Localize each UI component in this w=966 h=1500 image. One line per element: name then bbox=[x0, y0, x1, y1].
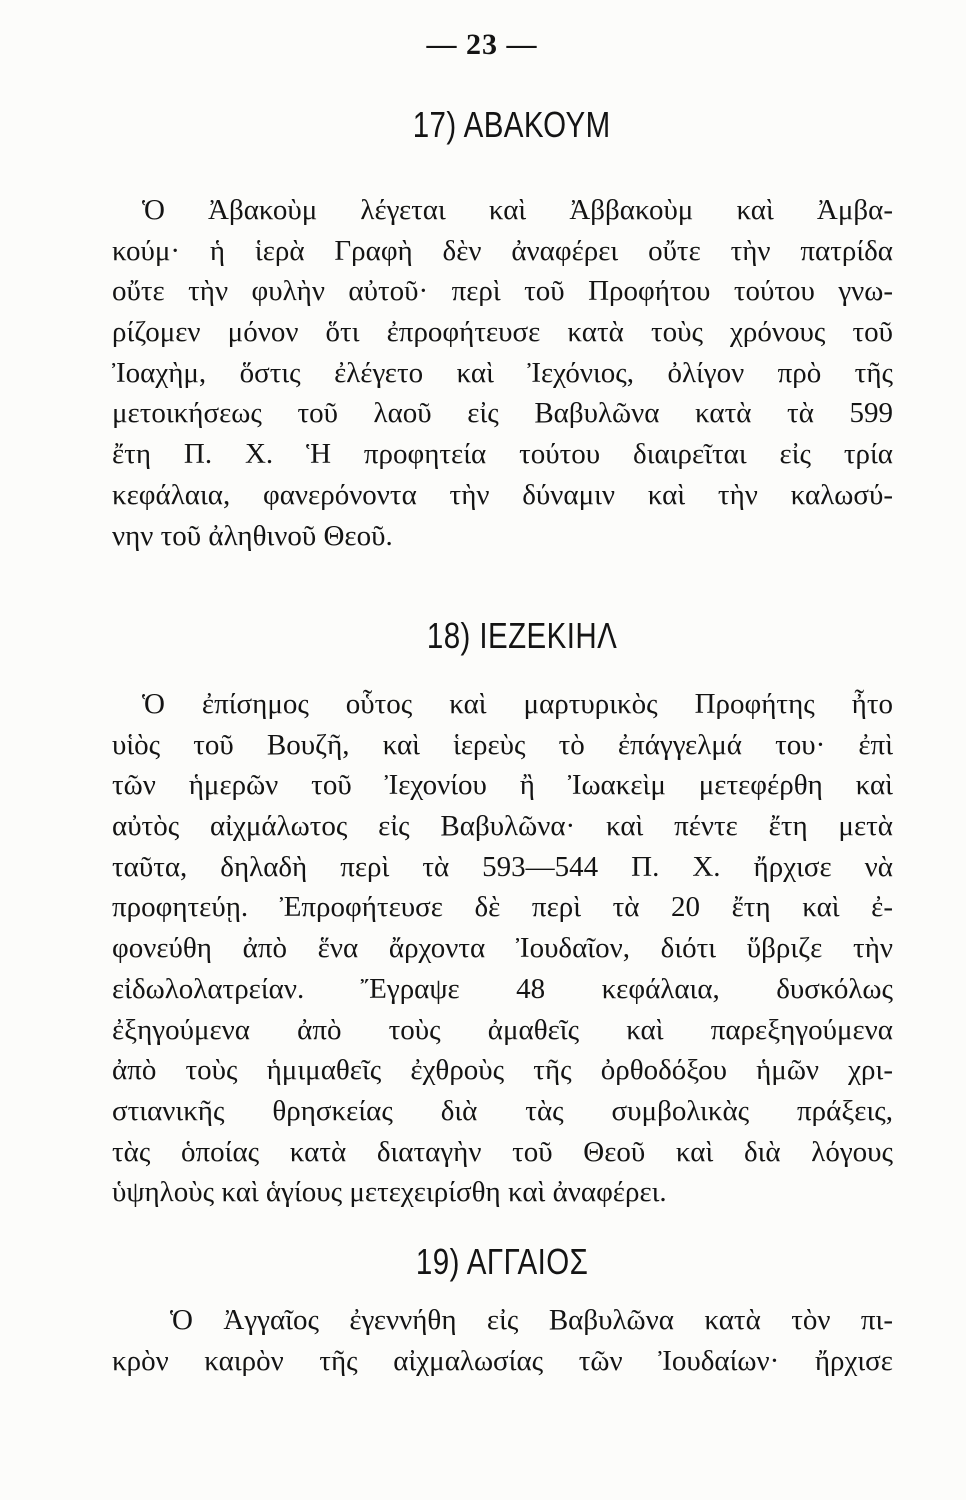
section-heading-text: 19) ΑΓΓΑΙΟΣ bbox=[416, 1241, 589, 1282]
text-line: ὑψηλοὺς καὶ ἁγίους μετεχειρίσθη καὶ ἀναφέρει. bbox=[112, 1176, 667, 1209]
section-heading-haggai bbox=[112, 1237, 893, 1287]
text-line: Ἰοαχὴμ, ὅστις ἐλέγετο καὶ Ἰεχόνιος, ὀλίγον πρὸ τῆς bbox=[112, 356, 893, 389]
paragraph-habakkuk bbox=[112, 190, 893, 556]
text-line: εἰδωλολατρείαν. Ἔγραψε 48 κεφάλαια, δυσκόλως bbox=[112, 972, 893, 1005]
paragraph-haggai bbox=[112, 1300, 893, 1381]
text-line: φονεύθη ἀπὸ ἕνα ἄρχοντα Ἰουδαῖον, διότι ὕβριζε τὴν bbox=[112, 932, 893, 965]
text-line: ἐξηγούμενα ἀπὸ τοὺς ἀμαθεῖς καὶ παρεξηγούμενα bbox=[112, 1013, 893, 1046]
text-line: αὐτὸς αἰχμάλωτος εἰς Βαβυλῶνα· καὶ πέντε ἔτη μετὰ bbox=[112, 810, 893, 843]
text-line: Ὁ Ἀβακοὺμ λέγεται καὶ Ἀββακοὺμ καὶ Ἀμβα- bbox=[142, 194, 893, 226]
text-line: κεφάλαια, φανερόνοντα τὴν δύναμιν καὶ τὴν καλωσύ- bbox=[112, 478, 893, 511]
section-heading-habakkuk bbox=[112, 100, 893, 150]
text-line: τὰς ὁποίας κατὰ διαταγὴν τοῦ Θεοῦ καὶ διὰ λόγους bbox=[112, 1135, 893, 1168]
text-line: Ὁ ἐπίσημος οὗτος καὶ μαρτυρικὸς Προφήτης ἦτο bbox=[142, 688, 893, 720]
text-line: ἔτη Π. Χ. Ἡ προφητεία τούτου διαιρεῖται εἰς τρία bbox=[112, 438, 893, 471]
section-heading-text: 17) ΑΒΑΚΟΥΜ bbox=[412, 104, 611, 145]
page-number: — 23 — bbox=[426, 28, 538, 61]
text-line: ταῦτα, δηλαδὴ περὶ τὰ 593—544 Π. Χ. ἤρχισε νὰ bbox=[112, 850, 893, 883]
section-heading-ezekiel bbox=[112, 611, 893, 661]
text-line: κούμ· ἡ ἱερὰ Γραφὴ δὲν ἀναφέρει οὔτε τὴν πατρίδα bbox=[112, 234, 893, 267]
text-line: Ὁ Ἀγγαῖος ἐγεννήθη εἰς Βαβυλῶνα κατὰ τὸν πι- bbox=[170, 1304, 893, 1336]
text-line: νην τοῦ ἀληθινοῦ Θεοῦ. bbox=[112, 519, 393, 552]
text-line: ἀπὸ τοὺς ἡμιμαθεῖς ἐχθροὺς τῆς ὀρθοδόξου ἡμῶν χρι- bbox=[112, 1054, 893, 1087]
text-line: κρὸν καιρὸν τῆς αἰχμαλωσίας τῶν Ἰουδαίων· ἤρχισε bbox=[112, 1344, 893, 1377]
text-line: μετοικήσεως τοῦ λαοῦ εἰς Βαβυλῶνα κατὰ τὰ 599 bbox=[112, 397, 893, 430]
text-line: ρίζομεν μόνον ὅτι ἐπροφήτευσε κατὰ τοὺς χρόνους τοῦ bbox=[112, 316, 893, 349]
text-line: οὔτε τὴν φυλὴν αὐτοῦ· περὶ τοῦ Προφήτου τούτου γνω- bbox=[112, 275, 893, 308]
text-line: υἱὸς τοῦ Βουζῆ, καὶ ἱερεὺς τὸ ἐπάγγελμά του· ἐπὶ bbox=[112, 728, 893, 761]
text-line: προφητεύῃ. Ἐπροφήτευσε δὲ περὶ τὰ 20 ἔτη καὶ ἐ- bbox=[112, 891, 893, 924]
text-line: στιανικῆς θρησκείας διὰ τὰς συμβολικὰς πράξεις, bbox=[112, 1094, 893, 1127]
text-line: τῶν ἡμερῶν τοῦ Ἰεχονίου ἢ Ἰωακεὶμ μετεφέρθη καὶ bbox=[112, 769, 893, 802]
paragraph-ezekiel bbox=[112, 684, 893, 1213]
section-heading-text: 18) ΙΕΖΕΚΙΗΛ bbox=[427, 615, 618, 656]
